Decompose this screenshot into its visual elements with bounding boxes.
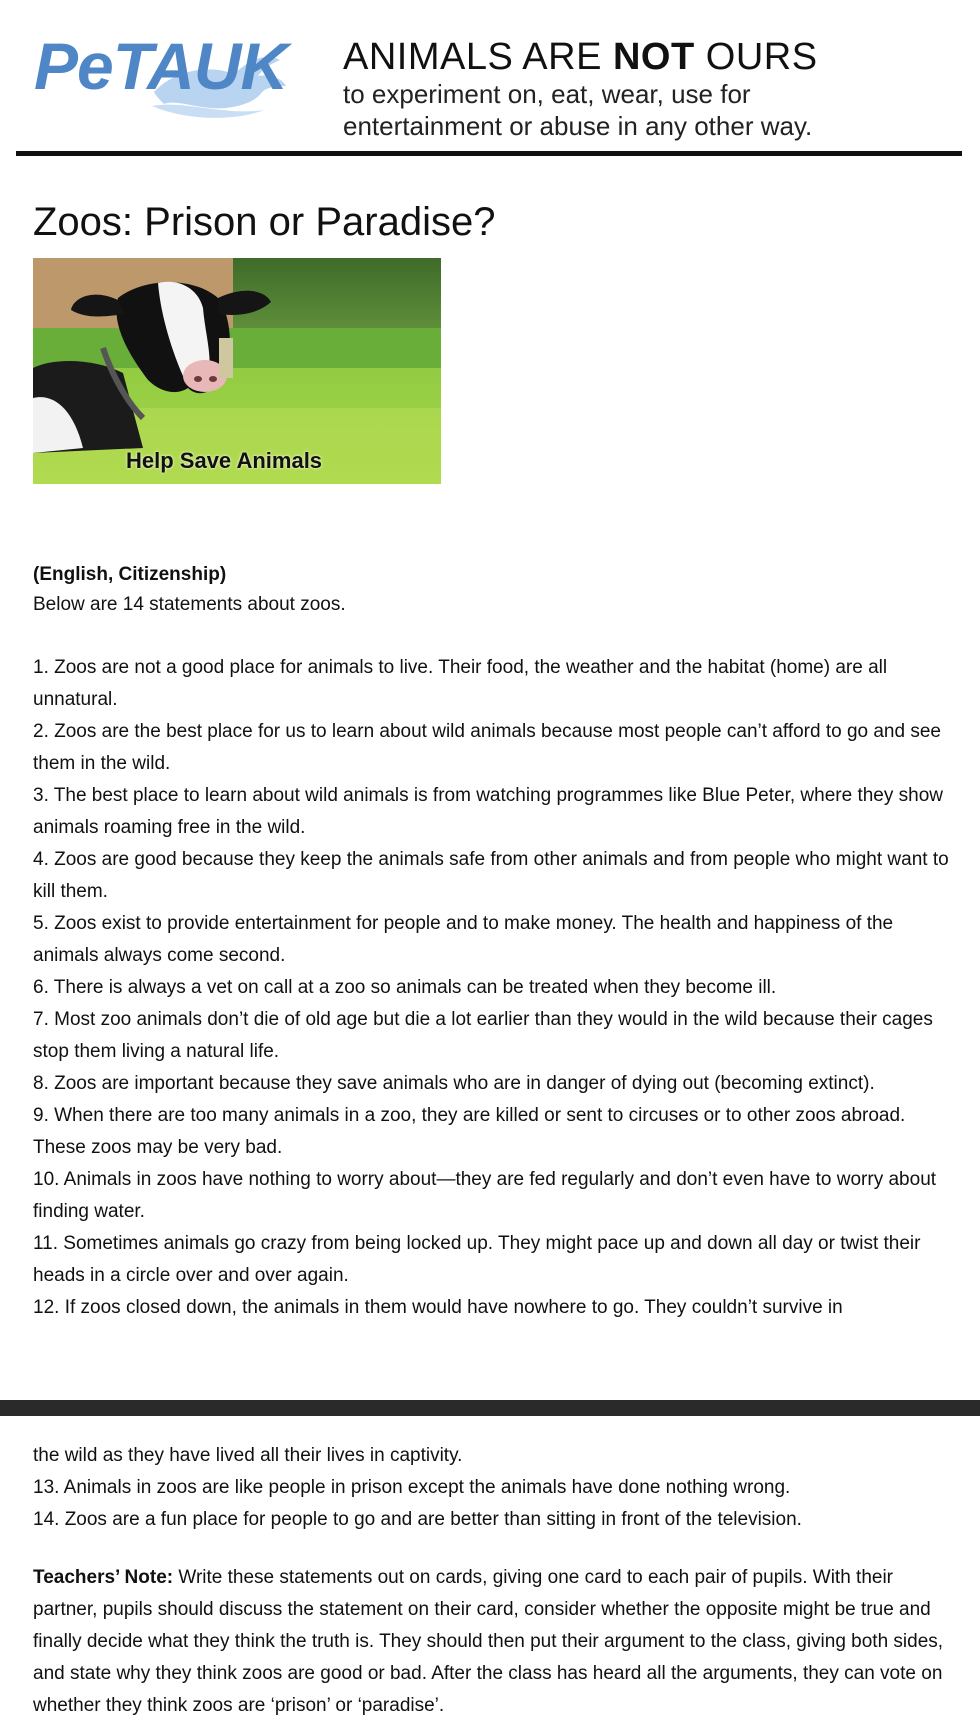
- statement-10: 10. Animals in zoos have nothing to worry about—they are fed regularly and don’t even have to worry about finding water.: [33, 1169, 937, 1222]
- page-title: Zoos: Prison or Paradise?: [33, 200, 496, 244]
- logo-wordmark: PeTAUK: [34, 29, 288, 103]
- statement-12-continued: the wild as they have lived all their lives in captivity.: [33, 1445, 463, 1466]
- tagline-line-3: entertainment or abuse in any other way.: [343, 111, 813, 141]
- teachers-note-label: Teachers’ Note:: [33, 1567, 174, 1588]
- statement-11: 11. Sometimes animals go crazy from being locked up. They might pace up and down all day or twist their heads in a circle over and over again.: [33, 1233, 921, 1286]
- statement-5: 5. Zoos exist to provide entertainment for people and to make money. The health and happiness of the animals always come second.: [33, 913, 894, 966]
- statement-8: 8. Zoos are important because they save animals who are in danger of dying out (becoming extinct).: [33, 1073, 875, 1094]
- page-header: [0, 0, 980, 160]
- tagline-prefix: ANIMALS ARE: [343, 36, 613, 78]
- intro-text: Below are 14 statements about zoos.: [33, 594, 346, 615]
- statements-list: [33, 652, 953, 1324]
- peta-uk-logo[interactable]: [34, 30, 314, 120]
- statement-6: 6. There is always a vet on call at a zoo so animals can be treated when they become ill.: [33, 977, 777, 998]
- statement-3: 3. The best place to learn about wild animals is from watching programmes like Blue Peter, where they show animals roaming free in the wild.: [33, 785, 943, 838]
- cow-photo[interactable]: [33, 258, 441, 484]
- statement-7: 7. Most zoo animals don’t die of old age but die a lot earlier than they would in the wild because their cages stop them living a natural life.: [33, 1009, 933, 1062]
- page-break-divider: [0, 1400, 980, 1416]
- statement-1: 1. Zoos are not a good place for animals to live. Their food, the weather and the habitat (home) are all unnatural.: [33, 657, 888, 710]
- statement-4: 4. Zoos are good because they keep the animals safe from other animals and from people who might want to kill them.: [33, 849, 949, 902]
- statement-9: 9. When there are too many animals in a zoo, they are killed or sent to circuses or to other zoos abroad. These zoos may be very bad.: [33, 1105, 906, 1158]
- statement-14: 14. Zoos are a fun place for people to go and are better than sitting in front of the television.: [33, 1509, 802, 1530]
- tagline: [343, 36, 963, 142]
- tagline-suffix: OURS: [694, 36, 818, 78]
- statement-2: 2. Zoos are the best place for us to learn about wild animals because most people can’t afford to go and see them in the wild.: [33, 721, 941, 774]
- tagline-emphasis: NOT: [612, 36, 695, 78]
- teachers-note: [33, 1562, 953, 1722]
- photo-caption: Help Save Animals: [126, 448, 323, 473]
- subject-line: (English, Citizenship): [33, 564, 227, 585]
- header-divider: [16, 151, 962, 156]
- statement-12: 12. If zoos closed down, the animals in them would have nowhere to go. They couldn’t survive in: [33, 1297, 843, 1318]
- tagline-heading: [343, 36, 963, 78]
- teachers-note-text: Write these statements out on cards, giving one card to each pair of pupils. With their partner, pupils should discuss the statement on their card, consider whether the opposite might be true and finally decide what they think the truth is. They should then put their argument to the class, giving both sides, and state why they think zoos are good or bad. After the class has heard all the arguments, they can vote on whether they think zoos are ‘prison’ or ‘paradise’.: [33, 1567, 944, 1716]
- tagline-line-2: to experiment on, eat, wear, use for: [343, 79, 751, 109]
- statement-13: 13. Animals in zoos are like people in prison except the animals have done nothing wrong.: [33, 1477, 791, 1498]
- statements-continued: [33, 1440, 953, 1536]
